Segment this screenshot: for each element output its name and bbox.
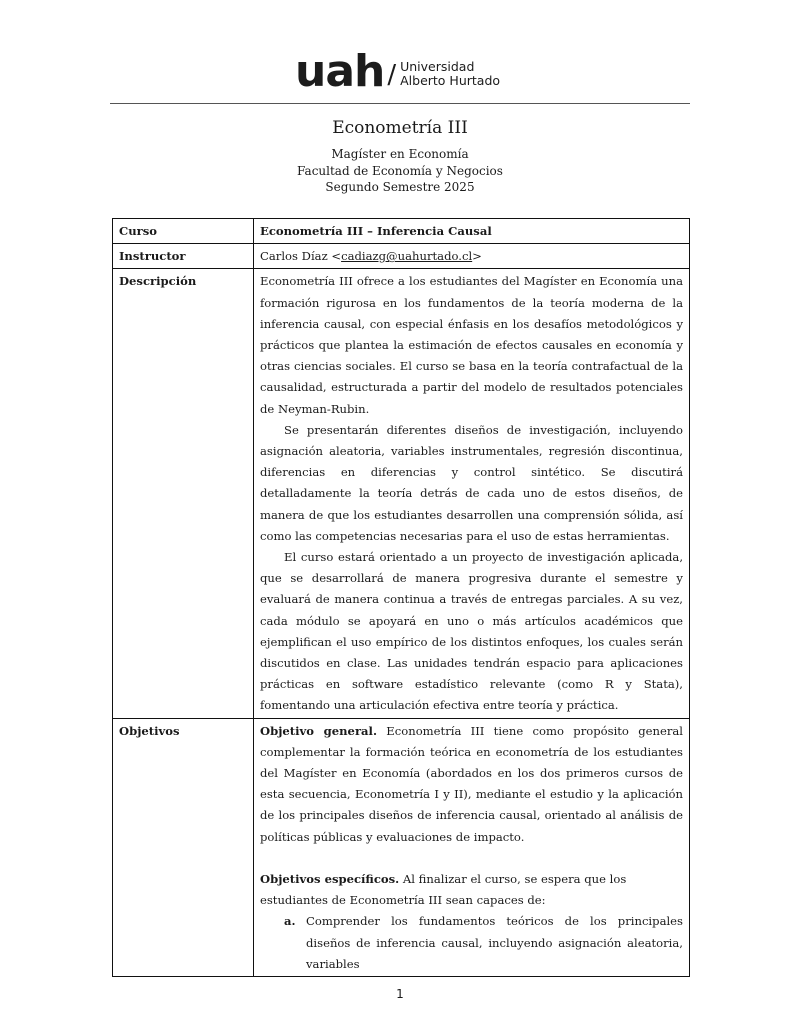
objetivos-label: Objetivos: [113, 718, 254, 976]
university-logo: [295, 46, 501, 97]
objetivos-especificos-heading: Objetivos específicos.: [260, 871, 400, 886]
subtitle-semester: Segundo Semestre 2025: [325, 180, 475, 194]
logo-name: [400, 60, 500, 90]
objetivo-general: [260, 721, 683, 848]
header-rule: [110, 103, 690, 104]
table-row-objetivos: [113, 718, 690, 976]
logo-mark: uah: [295, 46, 385, 97]
list-item-letter: a.: [284, 914, 296, 929]
curso-value: Econometría III – Inferencia Causal: [254, 219, 690, 244]
list-item: [284, 911, 683, 975]
table-row-curso: [113, 219, 690, 244]
page-title: Econometría III: [332, 118, 468, 138]
objetivo-general-heading: Objetivo general.: [260, 723, 377, 738]
logo-line-2: Alberto Hurtado: [400, 73, 501, 88]
syllabus-table: [112, 218, 690, 977]
instructor-label: Instructor: [113, 244, 254, 269]
curso-label: Curso: [113, 219, 254, 244]
table-row-instructor: [113, 244, 690, 269]
logo-slash: /: [387, 60, 397, 90]
page-number: 1: [396, 987, 404, 1001]
descripcion-label: Descripción: [113, 269, 254, 718]
paragraph-spacer: [260, 848, 683, 869]
descripcion-paragraph-1: Econometría III ofrece a los estudiantes del Magíster en Economía una formación rigurosa en los fundamentos de la teoría moderna de la inferencia causal, con especial énfasis en los desafíos metodológicos y prácticos que plantea la estimación de efectos causales en economía y otras ciencias sociales. El curso se basa en la teoría contrafactual de la causalidad, estructurada a partir del modelo de resultados potenciales de Neyman-Rubin.: [260, 274, 683, 416]
objetivo-general-text: Econometría III tiene como propósito general complementar la formación teórica en econometría de los estudiantes del Magíster en Economía (abordados en los dos primeros cursos de esta secuencia, Econometría I y II), mediante el estudio y la aplicación de los principales diseños de inferencia causal, orientado al análisis de políticas públicas y evaluaciones de impacto.: [260, 723, 683, 844]
descripcion-paragraph-3: El curso estará orientado a un proyecto de investigación aplicada, que se desarrollará de manera progresiva durante el semestre y evaluará de manera continua a través de entregas parciales. A su vez, cada módulo se apoyará en uno o más artículos académicos que ejemplifican el uso empírico de los distintos enfoques, los cuales serán discutidos en clase. Las unidades tendrán espacio para aplicaciones prácticas en software estadístico relevante (como R y Stata), fomentando una articulación efectiva entre teoría y práctica.: [260, 550, 683, 713]
logo-line-1: Universidad: [400, 59, 475, 74]
objetivos-especificos: [260, 869, 683, 911]
instructor-email-link[interactable]: cadiazg@uahurtado.cl: [341, 249, 473, 264]
instructor-name: Carlos Díaz: [260, 249, 328, 264]
instructor-value: Carlos Díaz <cadiazg@uahurtado.cl>: [254, 244, 690, 269]
subtitle-program: Magíster en Economía: [331, 147, 469, 161]
descripcion-paragraph-2: Se presentarán diferentes diseños de investigación, incluyendo asignación aleatoria, variables instrumentales, regresión discontinua, diferencias en diferencias y control sintético. Se discutirá detalladamente la teoría detrás de cada uno de estos diseños, de manera de que los estudiantes desarrollen una comprensión sólida, así como las competencias necesarias para el uso de estas herramientas.: [260, 422, 683, 543]
list-item-text: Comprender los fundamentos teóricos de los principales diseños de inferencia causal, incluyendo asignación aleatoria, variables: [306, 914, 683, 971]
table-row-descripcion: [113, 269, 690, 718]
subtitles: [0, 146, 800, 196]
descripcion-value: [254, 269, 690, 718]
objetivos-value: [254, 718, 690, 976]
objetivos-especificos-intro: Al finalizar el curso, se espera que los estudiantes de Econometría III sean capaces de:: [260, 871, 627, 908]
subtitle-faculty: Facultad de Economía y Negocios: [297, 163, 503, 178]
